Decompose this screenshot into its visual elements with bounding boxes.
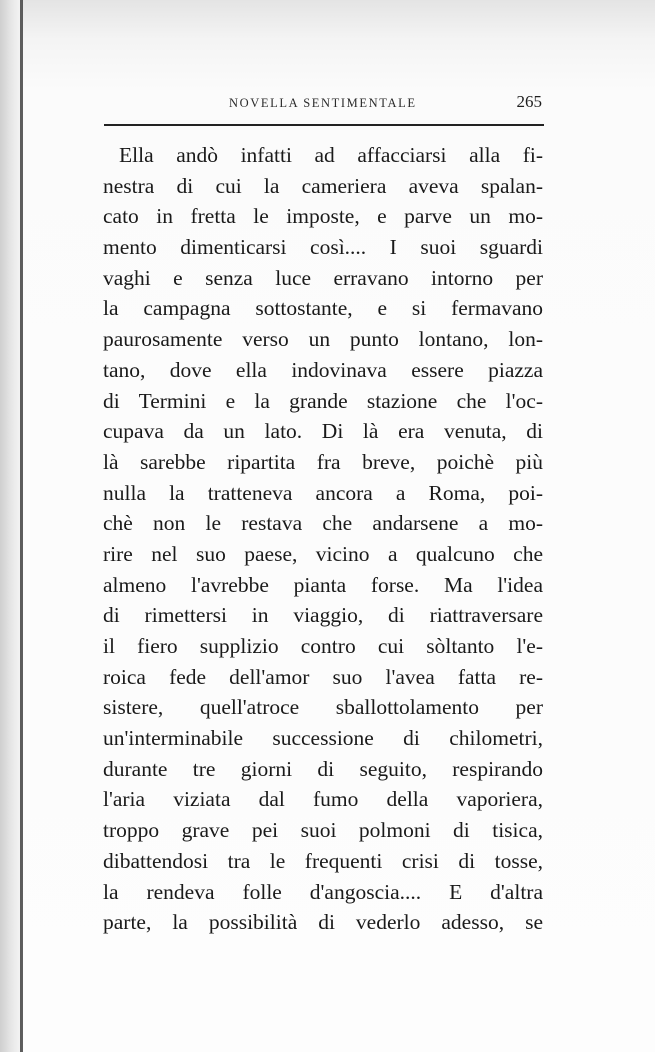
text-line: di rimettersi in viaggio, di riattraversare	[103, 603, 543, 628]
running-title: NOVELLA SENTIMENTALE	[229, 96, 417, 110]
text-line: cupava da un lato. Di là era venuta, di	[103, 419, 543, 444]
text-line: un'interminabile successione di chilometri,	[103, 726, 543, 751]
text-line: nulla la tratteneva ancora a Roma, poi-	[103, 480, 543, 505]
text-line: almeno l'avrebbe pianta forse. Ma l'idea	[103, 572, 543, 597]
text-line: l'aria viziata dal fumo della vaporiera,	[103, 787, 543, 812]
text-line: parte, la possibilità di vederlo adesso, se	[103, 910, 543, 935]
binding-edge-line	[20, 0, 23, 1052]
text-line: nestra di cui la cameriera aveva spalan-	[103, 173, 543, 198]
text-line: troppo grave pei suoi polmoni di tisica,	[103, 818, 543, 843]
text-line: rire nel suo paese, vicino a qualcuno che	[103, 541, 543, 566]
page-number: 265	[516, 92, 542, 111]
text-line: sistere, quell'atroce sballottolamento per	[103, 695, 543, 720]
text-line: dibattendosi tra le frequenti crisi di tosse,	[103, 848, 543, 873]
header-rule	[104, 124, 544, 126]
text-line: durante tre giorni di seguito, respirando	[103, 756, 543, 781]
text-line: là sarebbe ripartita fra breve, poichè più	[103, 449, 543, 474]
text-line: la rendeva folle d'angoscia.... E d'altra	[103, 879, 543, 904]
text-line: Ella andò infatti ad affacciarsi alla fi-	[119, 143, 543, 167]
text-line: tano, dove ella indovinava essere piazza	[103, 357, 543, 382]
running-header	[104, 92, 542, 116]
text-line: di Termini e la grande stazione che l'oc-	[103, 388, 543, 413]
text-line: cato in fretta le imposte, e parve un mo-	[103, 204, 543, 229]
text-line: roica fede dell'amor suo l'avea fatta re-	[103, 664, 543, 689]
text-line: mento dimenticarsi così.... I suoi sguardi	[103, 235, 543, 260]
body-text	[103, 140, 543, 938]
text-line: vaghi e senza luce erravano intorno per	[103, 265, 543, 290]
text-line: il fiero supplizio contro cui sòltanto l'e-	[103, 634, 543, 658]
text-line: paurosamente verso un punto lontano, lon-	[103, 327, 543, 352]
text-line: la campagna sottostante, e si fermavano	[103, 296, 543, 321]
text-line: chè non le restava che andarsene a mo-	[103, 511, 543, 536]
page-gutter-shadow	[0, 0, 22, 1052]
